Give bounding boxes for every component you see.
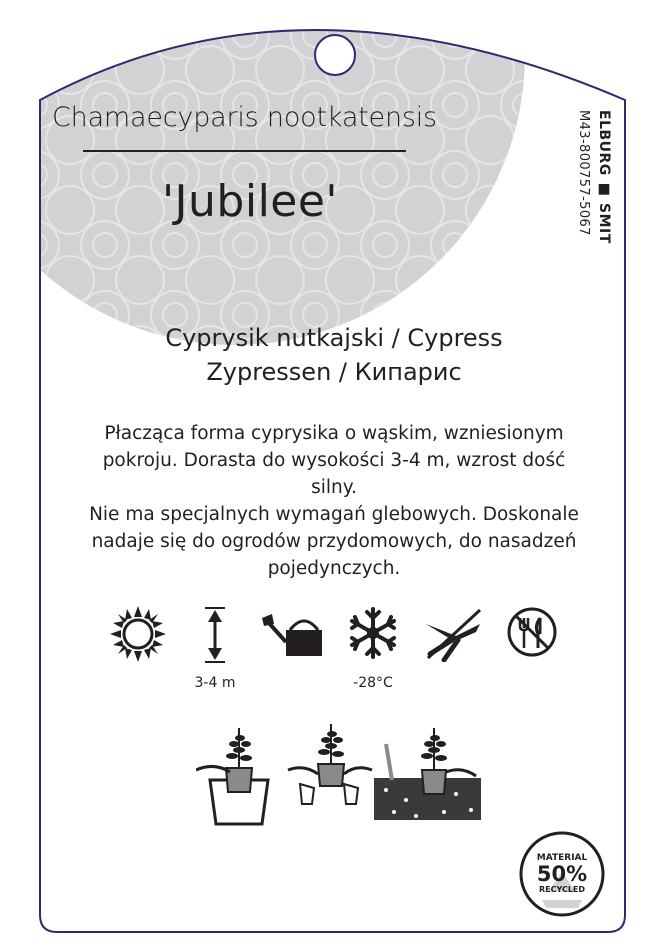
- plant-in-soil-step: [374, 728, 481, 820]
- watering-can-icon: [262, 612, 328, 658]
- no-pruning-icon: [422, 606, 486, 662]
- badge-bottom-text: RECYCLED: [538, 885, 586, 894]
- description-line: pojedynczych.: [267, 558, 401, 579]
- hardiness-caption: -28°C: [353, 675, 393, 691]
- description-line: nadaje się do ogrodów przydomowych, do nasadzeń: [91, 531, 577, 552]
- hang-hole: [315, 35, 355, 75]
- product-code: M43-800757-5067: [576, 110, 591, 236]
- cultivar-name: 'Jubilee': [161, 176, 339, 227]
- planting-instructions-illustration: [196, 720, 481, 830]
- common-name-line-1: Cyprysik nutkajski / Cypress: [165, 324, 503, 352]
- height-arrow-icon: [203, 606, 227, 664]
- remove-pot-step: [288, 724, 372, 804]
- badge-percent-text: 50%: [536, 862, 588, 886]
- badge-top-text: MATERIAL: [536, 853, 588, 863]
- latin-name: Chamaecyparis nootkatensis: [52, 102, 437, 133]
- full-sun-icon: [108, 604, 168, 664]
- common-name-line-2: Zypressen / Кипарис: [206, 358, 462, 386]
- description-line: pokroju. Dorasta do wysokości 3-4 m, wzrost dość silny.: [102, 450, 566, 498]
- description: [78, 420, 590, 582]
- title-divider: [83, 150, 406, 152]
- description-line: Płacząca forma cyprysika o wąskim, wzniesionym: [104, 423, 564, 444]
- snowflake-icon: [346, 606, 400, 660]
- soak-pot-step: [196, 728, 268, 824]
- recycled-material-badge: [518, 830, 606, 918]
- not-edible-icon: [506, 606, 558, 658]
- brand-name: ELBURG ■ SMIT: [596, 110, 612, 244]
- height-caption: 3-4 m: [194, 675, 236, 691]
- description-line: Nie ma specjalnych wymagań glebowych. Doskonale: [89, 504, 579, 525]
